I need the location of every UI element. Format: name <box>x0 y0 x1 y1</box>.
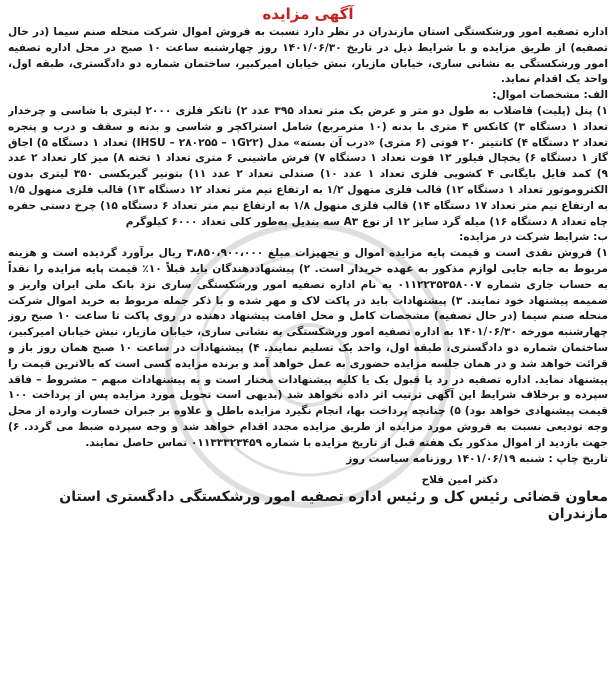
section-b-text: ۱) فروش نقدی است و قیمت پایه مزایده اموال و تجهیزات مبلغ ۳،۸۵۰،۹۰۰،۰۰۰ ریال برآورد گردیده است و هزینه مربوط به جابه جایی لوازم مذکور به عهده خریدار است. ۲) پیشنهاددهندگان باید قبلاً ۱۰٪ قیمت پایه مزایده را نقداً به حساب جاری شماره ۰۱۱۲۲۳۵۳۵۸۰۰۷ به نام اداره تصفیه امور ورشکستگی ساری نزد بانک ملی ایران واریز و ضمیمه پیشنهاد خود نمایند. ۳) پیشنهادات باید در پاکت لاک و مهر شده و با ذکر جمله مربوط به خرید اموال شرکت منحله صنم سیما (در حال تصفیه) مشخصات کامل و محل اقامت پیشنهاد دهنده در روی پاکت تا ساعت ۱۰ صبح روز چهارشنبه مورخه ۱۴۰۱/۰۶/۳۰ به اداره تصفیه امور ورشکستگی به نشانی ساری، خیابان مازیار، نبش خیابان امیرکبیر، ساختمان شماره دو دادگستری، طبقه اول، واحد یک تسلیم نمایند. ۴) پیشنهادات در ساعت ۱۰ صبح همان روز باز و قرائت خواهد شد و در همان جلسه مزایده حضوری به عمل خواهد آمد و برنده مزایده کسی است که بالاترین قیمت را پیشنهاد نماید. اداره تصفیه در رد یا قبول یک یا کلیه پیشنهادات مختار است و به پیشنهادات مبهم – مشروط – فاقد سپرده و برخلاف شرایط این آگهی ترتیب اثر داده نخواهد شد (بدیهی است تحویل مورد مزایده پس از پرداخت ۱۰۰ قیمت پیشنهادی خواهد بود) ۵) چنانچه پرداخت بها، انجام نگیرد مزایده باطل و علاوه بر جبران خسارت وارده از محل وجه تودیعی نسبت به فروش مورد مزایده از طریق مزایده مجدد اقدام خواهد شد و وجه سپرده ضبط می گردد. ۶) جهت بازدید از اموال مذکور یک هفته قبل از تاریخ مزایده با شماره ۰۱۱۳۳۳۲۳۴۵۹ تماس حاصل نمایند. <box>8 247 608 449</box>
section-b-title: ب: شرایط شرکت در مزایده: <box>459 231 608 244</box>
signer-role: معاون قضائی رئیس کل و رئیس اداره تصفیه امور ورشکستگی دادگستری استان مازندران <box>59 488 608 522</box>
notice-body <box>8 25 608 467</box>
section-a-title: الف: مشخصات اموال: <box>492 89 608 102</box>
signature-block <box>8 473 608 523</box>
signer-name: دکتر امین فلاح <box>421 474 498 487</box>
intro-paragraph: اداره تصفیه امور ورشکستگی استان مازندران در نظر دارد نسبت به فروش اموال شرکت منحله صنم سیما (در حال تصفیه) از طریق مزایده و با شرایط ذیل در تاریخ ۱۴۰۱/۰۶/۳۰ روز چهارشنبه ساعت ۱۰ صبح در محل اداره تصفیه امور ورشکستگی به نشانی ساری، خیابان مازیار، نبش خیابان امیرکبیر، ساختمان شماره دو دادگستری، طبقه اول، واحد یک اقدام نماید. <box>8 26 608 86</box>
print-date: تاریخ چاپ : شنبه ۱۴۰۱/۰۶/۱۹ روزنامه سیاست روز <box>346 452 608 465</box>
section-a-text: ۱) پنل (پلیت) فاضلاب به طول دو متر و عرض یک متر تعداد ۳۹۵ عدد ۲) تانکر فلزی ۲۰۰۰ لیتری با شاسی و چرخدار تعداد ۱ دستگاه ۳) کانکس ۴ متری با بدنه (۱۰ مترمربع) شامل استراکچر و شاسی و بدنه و سقف و درب و پنجره تعداد ۲ دستگاه ۴) کانتینر ۲۰ فوتی (۶ متری) «درب آن بسته» مدل (IHSU – ۲۸۰۲۵۵ – ۱G۲۲) تعداد ۱ دستگاه ۵) اجاق گاز ۱ دستگاه ۶) یخچال فیلور ۱۲ فوت تعداد ۱ دستگاه ۷) فرش ماشینی ۶ متری تعداد ۱ تخته ۸) میز کار تعداد ۲ عدد ۹) کمد فایل بایگانی ۴ کشویی فلزی تعداد ۱ عدد ۱۰) صندلی تعداد ۲ عدد ۱۱) بتونیر گیربکسی ۳۵۰ لیتری بدون الکتروموتور تعداد ۱ دستگاه ۱۲) قالب فلزی منهول ۱/۲ به ارتفاع نیم متر تعداد ۱۲ دستگاه ۱۳) قالب فلزی منهول ۱/۵ به ارتفاع نیم متر تعداد ۱۷ دستگاه ۱۴) قالب فلزی منهول ۱/۸ به ارتفاع نیم متر تعداد ۶ دستگاه ۱۵) چرخ دستی حفره چاه تعداد ۸ دستگاه ۱۶) میله گرد سایز ۱۲ از نوع A۳ سه بندیل به‌طور کلی تعداد ۶۰۰۰ کیلوگرم <box>8 104 608 228</box>
notice-title: آگهی مزایده <box>262 5 354 23</box>
auction-notice <box>8 5 608 681</box>
